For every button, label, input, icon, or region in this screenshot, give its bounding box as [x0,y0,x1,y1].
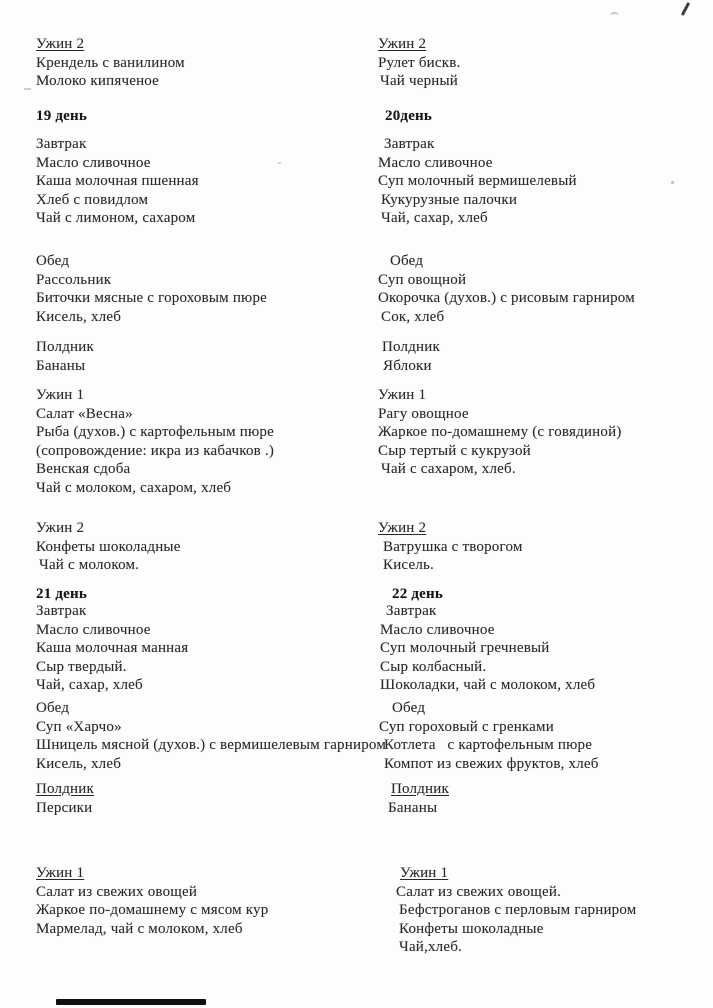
menu-item: Окорочка (духов.) с рисовым гарниром [378,290,635,306]
menu-item: Суп молочный гречневый [380,640,550,656]
meal-heading: Обед [36,253,70,269]
meal-heading: Полдник [36,781,94,797]
menu-block-lunch-19 [36,252,267,326]
meal-heading: Ужин 1 [378,387,427,403]
meal-heading: Ужин 1 [36,865,85,881]
menu-item: Чай,хлеб. [399,939,463,955]
meal-heading: Полдник [391,781,449,797]
scan-artifact [671,181,674,184]
menu-item: Масло сливочное [36,621,151,638]
menu-block-dinner1-22 [396,864,637,957]
meal-heading: Завтрак [384,136,435,152]
menu-item: Жаркое по-домашнему с мясом кур [36,902,269,918]
menu-block-snack-19 [36,338,94,375]
menu-item: Бананы [36,357,86,374]
menu-block-lunch-21 [36,699,386,773]
meal-heading: Ужин 2 [378,520,427,536]
meal-heading: Ужин 1 [36,387,85,403]
menu-item: Шоколадки, чай с молоком, хлеб [380,677,596,693]
menu-item: Яблоки [383,357,432,374]
menu-item: Чай с сахаром, хлеб. [381,461,516,477]
meal-heading: Ужин 2 [36,36,85,52]
scan-artifact [610,12,619,19]
menu-item: Бананы [388,799,438,816]
menu-item: Кисель. [383,557,435,573]
menu-item: Чай с лимоном, сахаром [36,210,196,226]
menu-item: Салат из свежих овощей [36,883,198,900]
menu-item: (сопровождение: икра из кабачков .) [36,442,275,459]
meal-heading: Завтрак [386,603,437,619]
day-heading: 21 день [36,586,87,602]
menu-item: Суп «Харчо» [36,718,122,735]
menu-item: Масло сливочное [36,154,151,171]
menu-item: Конфеты шоколадные [399,920,544,937]
menu-block-dinner2-day18 [36,35,185,91]
menu-item: Суп молочный вермишелевый [378,173,577,189]
day-heading: 22 день [392,586,443,602]
menu-block-lunch-20 [378,252,635,326]
day-heading: 20день [385,108,433,124]
menu-item: Бефстроганов с перловым гарниром [399,902,637,918]
day-heading-21 [36,585,87,604]
menu-item: Сыр тертый с кукрузой [378,442,531,459]
day-heading-22 [392,585,443,604]
menu-block-breakfast-21 [36,602,188,695]
menu-item: Рагу овощное [378,405,469,422]
menu-item: Мармелад, чай с молоком, хлеб [36,920,243,937]
menu-item: Чай с молоком. [39,557,140,573]
pen-mark-icon [681,2,690,16]
menu-item: Кукурузные палочки [381,191,518,208]
menu-block-dinner2-day19r [378,35,460,91]
day-heading-20 [385,107,432,126]
meal-heading: Обед [36,700,70,716]
scan-artifact-bottom-bar [56,999,206,1005]
menu-block-snack-20 [382,338,440,375]
scan-artifact [24,88,31,90]
menu-block-dinner1-21 [36,864,268,938]
menu-item: Чай с молоком, сахаром, хлеб [36,479,232,496]
meal-heading: Ужин 2 [36,520,85,536]
day-heading-19 [36,107,87,126]
menu-block-snack-22 [380,780,449,817]
menu-block-dinner1-19 [36,386,274,497]
menu-item: Чай, сахар, хлеб [381,210,488,226]
menu-item: Сыр твердый. [36,658,127,675]
menu-item: Венская сдоба [36,461,131,477]
scan-artifact [278,162,281,164]
menu-item: Каша молочная манная [36,640,189,656]
menu-item: Крендель с ванилином [36,54,185,71]
menu-block-lunch-22 [379,699,599,773]
menu-item: Персики [36,799,93,816]
menu-item: Хлеб с повидлом [36,191,149,208]
menu-item: Чай черный [380,73,459,89]
meal-heading: Завтрак [36,603,87,619]
menu-item: Жаркое по-домашнему (с говядиной) [378,424,622,440]
menu-item: Рулет бискв. [378,54,461,71]
meal-heading: Полдник [36,339,94,355]
menu-item: Масло сливочное [378,154,493,171]
meal-heading: Обед [392,700,426,716]
menu-item: Рыба (духов.) с картофельным пюре [36,424,274,440]
day-heading: 19 день [36,108,87,124]
menu-block-snack-21 [36,780,94,817]
menu-item: Биточки мясные с гороховым пюре [36,290,268,306]
menu-block-dinner2-19 [36,519,181,575]
menu-item: Котлета с картофельным пюре [384,737,593,753]
menu-block-breakfast-20 [378,135,577,228]
menu-item: Салат «Весна» [36,405,133,422]
menu-item: Сыр колбасный. [380,658,487,675]
menu-block-breakfast-22 [380,602,595,695]
menu-item: Компот из свежих фруктов, хлеб [384,755,599,772]
menu-item: Ватрушка с творогом [383,538,523,555]
meal-heading: Ужин 2 [378,36,427,52]
menu-item: Салат из свежих овощей. [396,883,562,900]
menu-item: Сок, хлеб [381,308,445,325]
menu-item: Каша молочная пшенная [36,173,199,189]
meal-heading: Обед [390,253,424,269]
menu-item: Кисель, хлеб [36,308,122,325]
menu-block-dinner2-20 [378,519,523,575]
menu-item: Кисель, хлеб [36,755,122,772]
menu-block-dinner1-20 [378,386,622,479]
meal-heading: Полдник [382,339,440,355]
menu-item: Суп гороховый с гренками [379,718,554,735]
menu-item: Конфеты шоколадные [36,538,181,555]
menu-item: Чай, сахар, хлеб [36,677,143,693]
menu-item: Суп овощной [378,271,467,288]
menu-item: Молоко кипяченое [36,73,160,89]
menu-block-breakfast-19 [36,135,199,228]
menu-item: Шницель мясной (духов.) с вермишелевым гарниром [36,737,387,753]
menu-item: Рассольник [36,271,112,288]
menu-item: Масло сливочное [380,621,495,638]
meal-heading: Ужин 1 [400,865,449,881]
meal-heading: Завтрак [36,136,87,152]
